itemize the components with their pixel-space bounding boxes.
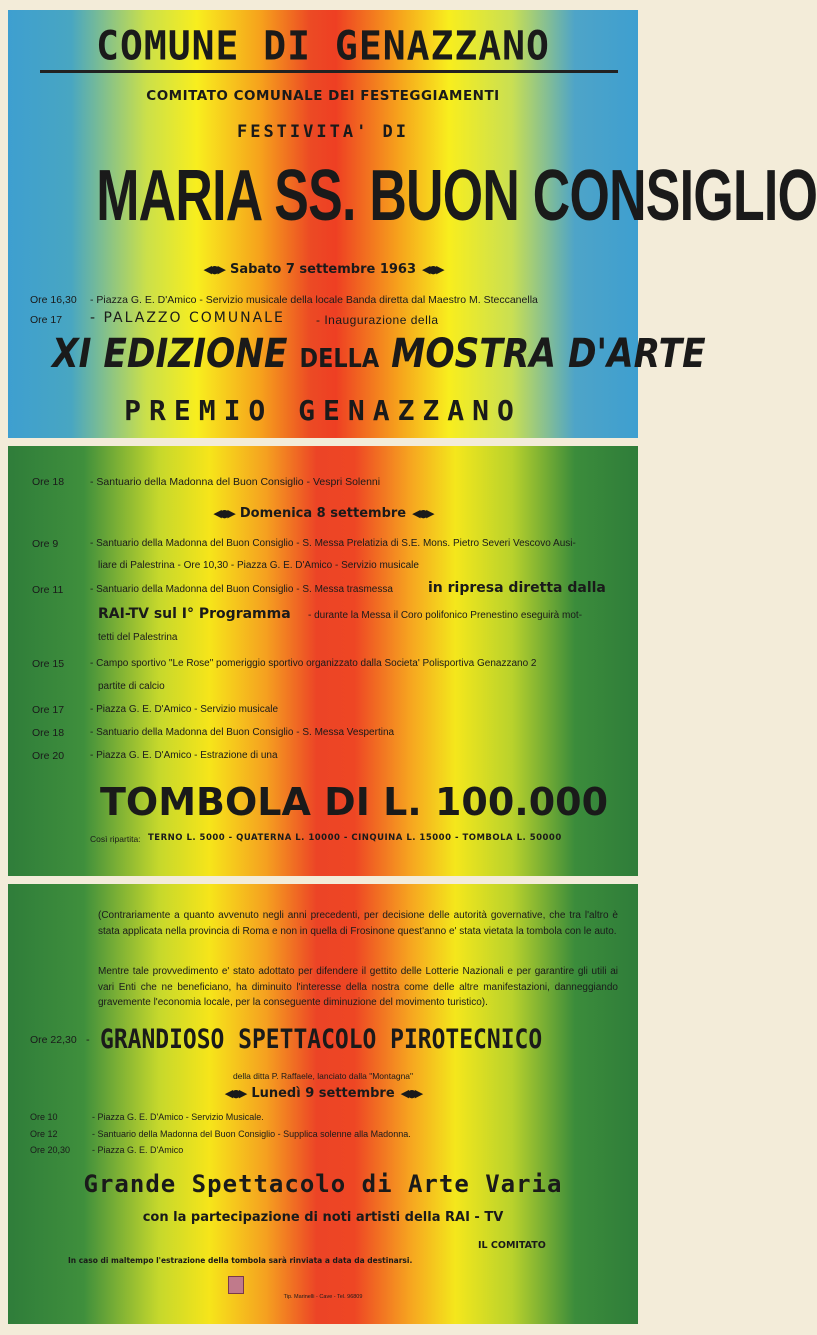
broadcast-highlight: RAI-TV sul I° Programma — [98, 606, 291, 622]
variety-show-heading: Grande Spettacolo di Arte Varia — [83, 1170, 563, 1198]
festivity-heading: FESTIVITA' DI — [236, 122, 410, 142]
fireworks-credit: della ditta P. Raffaele, lanciato dalla "Montagna" — [232, 1071, 414, 1081]
revenue-stamp — [228, 1276, 244, 1294]
event-description: - Santuario della Madonna del Buon Consiglio - Supplica solenne alla Madonna. — [92, 1129, 411, 1139]
event-description: - Piazza G. E. D'Amico — [92, 1145, 184, 1155]
event-description: - Piazza G. E. D'Amico - Servizio musicale — [90, 704, 279, 715]
event-venue: - PALAZZO COMUNALE — [90, 310, 285, 326]
prize-heading: PREMIO GENAZZANO — [124, 394, 522, 427]
day-heading-sunday: ◀●▶ Domenica 8 settembre ◀●▶ — [213, 506, 433, 521]
notice-paragraph: Mentre tale provvedimento e' stato adottato per difendere il gettito delle Lotterie Nazionali e per garantire gli utili ai vari Enti che ne beneficiano, ha diminuito l'interesse della nostra come delle altre manifestazioni, danneggiando gravemente l'economia locale, per la conseguente diminuzione del movimento turistico). — [98, 966, 618, 1008]
event-description: - Piazza G. E. D'Amico - Servizio Musicale. — [92, 1112, 264, 1122]
title-underline — [40, 70, 618, 73]
ornament-arrow-icon: ◀●▶ — [400, 1087, 422, 1100]
event-time: Ore 17 — [32, 704, 65, 716]
event-time: Ore 15 — [32, 658, 65, 670]
printer-credit: Tip. Marinelli - Cave - Tel. 96809 — [283, 1294, 363, 1300]
event-time: Ore 18 — [32, 727, 65, 739]
prize-breakdown: TERNO L. 5000 - QUATERNA L. 10000 - CINQUINA L. 15000 - TOMBOLA L. 50000 — [148, 833, 562, 843]
poster-sheet-bottom — [8, 884, 638, 1324]
event-description: tetti del Palestrina — [98, 632, 178, 643]
day-heading-monday: ◀●▶ Lunedì 9 settembre ◀●▶ — [224, 1086, 422, 1101]
variety-show-subtitle: con la partecipazione di noti artisti della RAI - TV — [142, 1210, 504, 1225]
event-description: - Piazza G. E. D'Amico - Estrazione di una — [90, 750, 278, 761]
ornament-arrow-icon: ◀●▶ — [412, 507, 433, 520]
ornament-arrow-icon: ◀●▶ — [203, 263, 224, 276]
event-dash: - — [86, 1034, 90, 1046]
ornament-arrow-icon: ◀●▶ — [213, 507, 234, 520]
ornament-arrow-icon: ◀●▶ — [224, 1087, 246, 1100]
event-time: Ore 17 — [30, 314, 63, 326]
event-time: Ore 10 — [30, 1112, 58, 1122]
exhibition-heading: XI EDIZIONE DELLA MOSTRA D'ARTE — [52, 331, 706, 377]
bad-weather-notice: In caso di maltempo l'estrazione della tombola sarà rinviata a data da destinarsi. — [68, 1256, 413, 1265]
event-description: - Piazza G. E. D'Amico - Servizio musicale della locale Banda diretta dal Maestro M. Steccanella — [90, 294, 538, 306]
broadcast-highlight: in ripresa diretta dalla — [428, 580, 606, 596]
prize-breakdown-label: Così ripartita: — [90, 834, 141, 844]
event-description: - Santuario della Madonna del Buon Consiglio - Vespri Solenni — [90, 476, 381, 488]
day-heading-saturday: ◀●▶ Sabato 7 settembre 1963 ◀●▶ — [203, 262, 443, 277]
ornament-arrow-icon: ◀●▶ — [422, 263, 443, 276]
poster-sheet-middle — [8, 446, 638, 876]
event-time: Ore 9 — [32, 538, 59, 550]
poster-sheet-top — [8, 10, 817, 438]
event-description: liare di Palestrina - Ore 10,30 - Piazza G. E. D'Amico - Servizio musicale — [98, 560, 419, 571]
event-description: - Santuario della Madonna del Buon Consiglio - S. Messa Prelatizia di S.E. Mons. Pietro Severi Vescovo Ausi- — [90, 538, 576, 549]
event-description: - durante la Messa il Coro polifonico Prenestino eseguirà mot- — [308, 610, 583, 621]
event-time: Ore 20,30 — [30, 1145, 71, 1155]
event-time: Ore 11 — [32, 584, 64, 596]
event-time: Ore 18 — [32, 476, 65, 488]
committee-signature: IL COMITATO — [478, 1240, 546, 1251]
notice-paragraph: (Contrariamente a quanto avvenuto negli anni precedenti, per decisione delle autorità governative, che tra l'altro è stata applicata nella provincia di Roma e non in quella di Frosinone quest'anno e' stata vietata la tombola con le auto. — [98, 910, 618, 937]
event-time: Ore 16,30 — [30, 294, 77, 306]
event-time: Ore 22,30 — [30, 1034, 77, 1046]
event-time: Ore 20 — [32, 750, 65, 762]
committee-heading: COMITATO COMUNALE DEI FESTEGGIAMENTI — [146, 88, 500, 104]
fireworks-heading: GRANDIOSO SPETTACOLO PIROTECNICO — [100, 1024, 543, 1055]
event-description: partite di calcio — [98, 681, 165, 692]
tombola-heading: TOMBOLA DI L. 100.000 — [100, 780, 609, 824]
poster-title: COMUNE DI GENAZZANO — [96, 22, 550, 70]
event-description: - Inaugurazione della — [316, 313, 439, 327]
event-description: - Santuario della Madonna del Buon Consiglio - S. Messa trasmessa — [90, 584, 393, 595]
event-description: - Campo sportivo "Le Rose" pomeriggio sportivo organizzato dalla Societa' Polisportiva Genazzano 2 — [90, 658, 537, 669]
feast-name-heading: MARIA SS. BUON CONSIGLIO — [96, 156, 817, 236]
event-description: - Santuario della Madonna del Buon Consiglio - S. Messa Vespertina — [90, 727, 395, 738]
event-time: Ore 12 — [30, 1129, 58, 1139]
